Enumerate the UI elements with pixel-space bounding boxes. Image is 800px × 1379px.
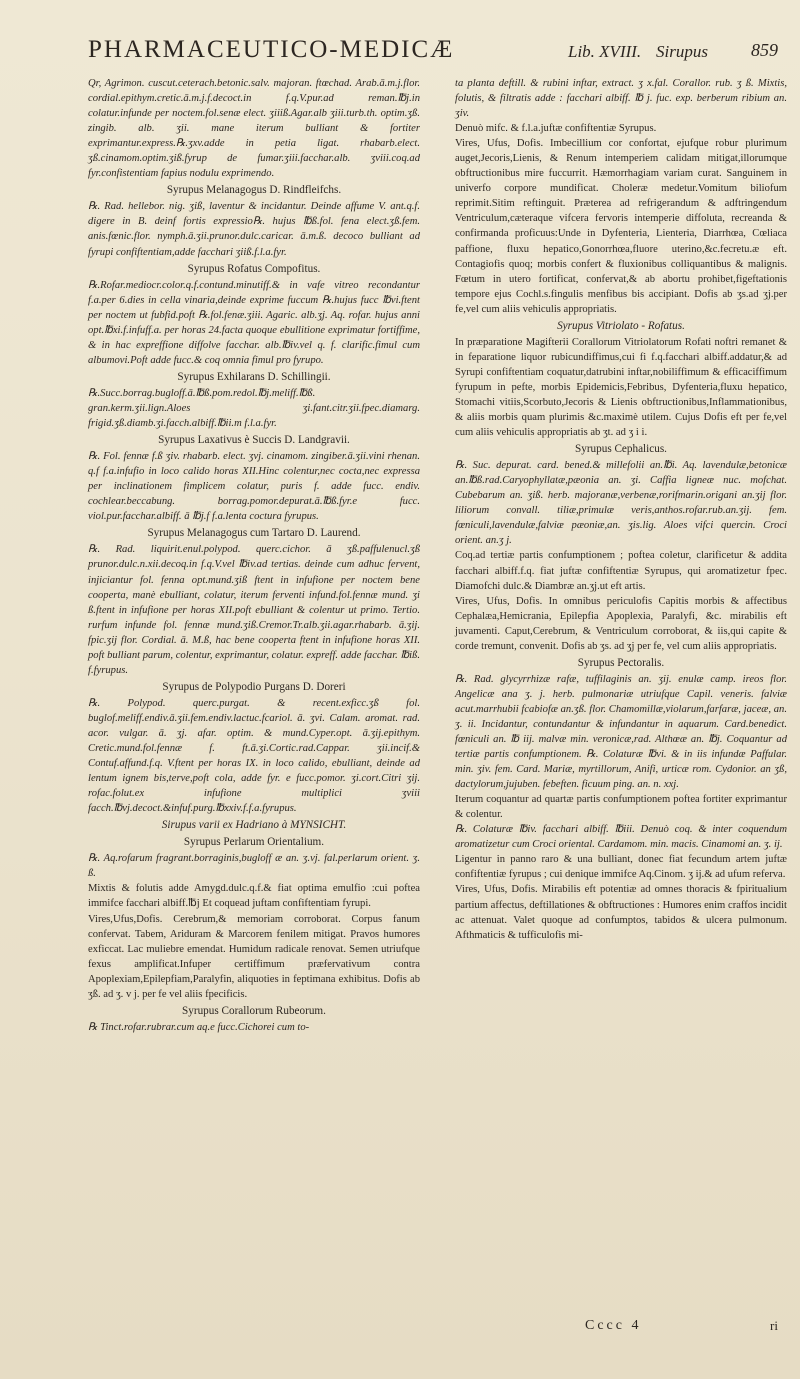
paragraph: Coq.ad tertiæ partis confumptionem ; poftea coletur, clarificetur & addita facchari albiff.f.q. fiat juftæ confiftentiæ Syrupus, qui aromatizetur fpec. Diamofchi dulc.& Diambræ an.ʒj.ut eft artis. (455, 550, 787, 592)
paragraph: ℞.Succ.borrag.bugloff.ā.℔ß.pom.redol.℔j.meliff.℔ß. gran.kerm.ʒii.lign.Aloes ʒi.fant.citr.ʒii.fpec.diamarg. frigid.ʒß.diamb.ʒi.facch.albiff.℔ii.m f.l.a.fyr. (88, 387, 420, 430)
section-heading: Syrupus Melanagogus D. Rindfleifchs. (166, 184, 342, 197)
section-heading: Syrupus Rofatus Compofitus. (187, 262, 321, 275)
paragraph: ℞. Polypod. querc.purgat. & recent.exficc.ʒß fol. buglof.meliff.endiv.ā.ʒii.fem.endiv.lactuc.fcariol. ā. ʒvi. Calam. aromat. rad. acor. vulgar. ā. ʒj. afar. optim. & mund.Cyper.opt. ā.ʒij.epithym. Cretic.mund.fol.fennæ f. ft.ā.ʒi.Cortic.rad.Cappar. ʒii.incif.& Contuf.affund.f.q. V.ftent per horas IX. in loco calido, ebulliant, deinde ad lentum ignem bis,terve,poft cola, adde fyr. e fucc.pomor. ʒi.cort.Citri ʒij. rofac.folut.ex infufione multiplici ʒviii facch.℔vj.decoct.&infuf.purg.℔xxiv.f.f.a.fyrupus. (88, 697, 420, 815)
paragraph: Mixtis & folutis adde Amygd.dulc.q.f.& fiat optima emulfio :cui poftea immifce facchari albiff.℔j Et coquead juftam confiftentiam fyrupi. (88, 883, 420, 910)
paragraph: Vires, Ufus, Dofis. Mirabilis eft potentiæ ad omnes thoracis & fpiritualium partium affectus, deftillationes & obftructiones : Humores enim craffos incidit ac attenuat. Valet quoque ad confumptos, tabidos & ulcera pulmonum. Afthmaticis & tufficulofis mi- (455, 884, 787, 941)
paragraph: In præparatione Magifterii Corallorum Vitriolatorum Rofati noftri remanet & in feparatione liquor rubicundiffimus,cui fi f.q.facchari albiff.addatur,& ad Syrupi confiftentiam coquatur,datrubini inftar,nobiliffimum & efficaciffimum fyrupum in pefte, morbis Epidemicis,Febribus, Dyfenteria,fluxu hepatico, Stomachi vitiis,Scorbuto,Jecoris & Lienis obftructionibus,Inflammationibus, & aliis morbis quam plurimis &c.maximè utilem. Cujus Dofis eft per fe,vel cum aliis vehiculis appropriatis ab ʒt. ad ʒ i i. (455, 336, 787, 439)
paragraph: Vires, Ufus, Dofis. In omnibus periculofis Capitis morbis & affectibus Cephalæa,Hemicrania, Epilepfia Apoplexia, Paralyfi, &c. mirabilis eft juvamenti. Caput,Cerebrum, & Ventriculum corroborat, & iis,qui capite & corde tremunt, convenit. Dofis ab ʒs. ad ʒj per fe, vel cum aliis appropriatis. (455, 595, 787, 652)
paragraph: ℞. Colaturæ ℔iv. facchari albiff. ℔iii. Denuò coq. & inter coquendum aromatizetur cum Croci oriental. Cardamom. min. macis. Cinamomi an. ʒ. ij. (455, 824, 787, 851)
paragraph: ta planta deftill. & rubini inftar, extract. ʒ x.fal. Corallor. rub. ʒ ß. Mixtis, folutis, & filtratis adde : facchari albiff. ℔ j. fuc. exp. berberum ribium an. ʒiv. (455, 78, 787, 120)
section-topic: Sirupus (656, 42, 708, 61)
paragraph: ℞ Tinct.rofar.rubrar.cum aq.e fucc.Cichorei cum to- (88, 1021, 310, 1033)
paragraph: ℞.Rofar.mediocr.color.q.f.contund.minutiff.& in vafe vitreo recondantur f.a.per 6.dies in cella vinaria,deinde exprime fuccum ℞.hujus fucc ℔vi.ftent per noctem ut fubfid.poft ℞.fol.fenæ.ʒiii. Agaric. alb.ʒj. Aq. rofar. hujus anni opt.℔xi.f.infuff.a. per horas 24.facta quoque ebullitione exprimatur fortiffime, & in hac expreffione diffolve facchar. alb.℔iv.vel q. f. clarific.fimul cum albumovi.Poft adde fucc.& coq omnia fimul pro fyrupo. (88, 279, 420, 366)
paragraph: Vires,Ufus,Dofis. Cerebrum,& memoriam corroborat. Corpus fanum confervat. Tabem, Ariduram & Marcorem fenilem mitigat. Pravos humores exficcat. Lac muliebre emendat. Humidum radicale renovat. Semen utriufque fexus amplificat.Infuper certiffimum præfervativum contra Apoplexiam,Epilepfiam,Paralyfin, aliquoties in feptimana exhibitus. Dofis ab ʒß. ad ʒ. v j. per fe vel aliis fpecificis. (88, 913, 420, 1000)
section-heading: Syrupus Corallorum Rubeorum. (182, 1004, 326, 1017)
section-heading: Syrupus Laxativus è Succis D. Landgravii. (158, 434, 350, 447)
paragraph: ℞. Rad. hellebor. nig. ʒiß, laventur & incidantur. Deinde affume V. ant.q.f. digere in B. deinf fortis expressio℞. hujus ℔ß.fol. fena elect.ʒß.fem. anis.fœnic.flor. nymph.ā.ʒii.prunor.dulc.caricar. ā.m.ß. decoco bulliant ad fyrupi confiftentiam,adde facchari ʒiiß.f.l.a.fyr. (88, 201, 420, 258)
section-heading: Syrupus de Polypodio Purgans D. Doreri (162, 680, 346, 693)
paragraph: ℞. Suc. depurat. card. bened.& millefolii an.℔i. Aq. lavendulæ,betonicæ an.℔ß.rad.Caryophyllatæ,pæonia an. ʒi. Caffia ligneæ nuc. mofchat. Cubebarum an. ʒiß. herb. majoranæ,verbenæ,rorifmarin.origani an.ʒij flor. liliorum convall. tiliæ,primulæ veris,anthos.rofar.rub.an.ʒij. fem. fœniculi,lavendulæ,falviæ pæoniæ,an. ʒis.lig. Aloes vifci quercin. Croci orient. an.ʒ j. (455, 460, 787, 547)
paragraph: Iterum coquantur ad quartæ partis confumptionem poftea fortiter exprimantur & colentur. (455, 794, 787, 821)
page-number: 859 (751, 40, 778, 60)
paragraph: ℞. Rad. liquirit.enul.polypod. querc.cichor. ā ʒß.paffulenucl.ʒß prunor.dulc.n.xii.decoq.in f.q.V.vel ℔iv.ad tertias. deinde cum adhuc fervent, injiciantur fol. fenna opt.mund.ʒiß ftent in infufione per noctem bene cooperta, manè ebulliant, colatur, iterum ferventi infund.fol.fennæ mund. ʒi ß.ftent in infufione per horas XII.poft ebulliant & colentur ut primo. Tertio. rurfum infunde fol. fennæ mund.ʒiß.Cremor.Tr.alb.ʒii.agar.rhabarb. ā.ʒij. fpic.ʒij flor. Cordial. ā. M.ß, hac bene cooperta ftent in infufione horas XII. poft bulliant parum, colentur, exprimantur, colatur. expreff. adde facchar. ℔iß. f.fyrupus. (88, 544, 420, 676)
book-number: Lib. XVIII. (568, 42, 642, 61)
section-heading: Syrupus Exhilarans D. Schillingii. (177, 370, 331, 383)
section-heading: Syrupus Vitriolato - Rofatus. (557, 319, 685, 332)
running-header (88, 22, 778, 72)
left-column (88, 76, 420, 1035)
right-column (455, 76, 787, 943)
paragraph: ℞. Aq.rofarum fragrant.borraginis,bugloff æ an. ʒ.vj. fal.perlarum orient. ʒ. ß. (88, 853, 420, 880)
paragraph: ℞. Rad. glycyrrhizæ rafæ, tuffilaginis an. ʒij. enulæ camp. ireos flor. Angelicæ ana ʒ. j. herb. pulmonariæ utriufque Capil. veneris. falviæ acut.marrhubii fcabiofæ an.ʒß. flor. Chamomillæ,violarum,farfaræ, jaceæ, an. ʒ. ii. Incidantur, contundantur & infundantur in aquarum. Card.benedict. fœniculi an. ℔ iij. malvæ min. veronicæ,rad. Althœæ an. ℔j. Coquantur ad tertiæ partis confumptionem. ℞. Colaturæ ℔vi. & in iis infundæ Paffular. min. ʒiv. fem. Card. Mariæ, myrtillorum, Anifi, urticæ rom. Cydonior. an ʒß, dactylorum,jujuben. febeften. ficuum ping. an. n. xxj. (455, 673, 787, 791)
section-heading: Syrupus Melanagogus cum Tartaro D. Laurend. (147, 527, 361, 540)
paragraph: Qr, Agrimon. cuscut.ceterach.betonic.salv. majoran. ftœchad. Arab.ā.m.j.flor. cordial.epithym.cretic.ā.m.j.f.decoct.in f.q.V.pur.ad reman.℔j.in colatur.infunde per noctem.fol.senæ elect. ʒiiiß.Agar.alb ʒiii.turb.th. optim.ʒß. zingib. alb. ʒii. mane iterum bulliant & fortiter exprimantur.express.℞.ʒxv.adde in petia ligat. rhabarb.elect. ʒß.cinamom.optim.ʒiß.fyrup de fumar.ʒiii.facchar.alb. ʒviii.coq.ad fyr.confistentiam fapius nodulu exprimendo. (88, 78, 420, 180)
section-heading: Syrupus Cephalicus. (575, 443, 667, 456)
section-heading: Sirupus varii ex Hadriano à MYNSICHT. (161, 819, 347, 832)
paragraph: Denuò mifc. & f.l.a.juftæ confiftentiæ Syrupus. (455, 123, 657, 135)
catchword: ri (770, 1318, 778, 1333)
paragraph: ℞. Fol. fennæ f.ß ʒiv. rhabarb. elect. ʒvj. cinamom. zingiber.ā.ʒii.vini rhenan. q.f f.a.infufio in loco calido horas XII.Hinc colentur,nec cocta,nec expressa per inclinationem fimplicem colatur, puris f. adde fucc. endiv. cochlear.beccabung. borrag.pomor.depurat.ā.℔ß.fyr.e fucc. viol.pur.facchar.albiff. ā ℔j.f f.a.lenta coctura fyrupus. (88, 451, 420, 523)
paragraph: Vires, Ufus, Dofis. Imbecillium cor confortat, ejufque robur plurimum auget,Jecoris,Lienis, & Renum intemperiem calidam mitigat,illorumque obftructionibus mire fuccurrit. Hæmorrhagiam variam curat. Sanguinem in univerfo corpore mundificat. Choleræ medetur.Vomitum biliofum reprimit.Sitim reftinguit. Præterea ad refrigerandum & adftringendum Ventriculum,cæteraque vifcera fervoris intemperie diffoluta, recreanda & confirmanda proficuus:Unde in Dyfenteria, Lienteria, Diarrhœa, Cœliaca paffione, fluxu hepatico,Gonorrhœa,fluore uterino,&c.fecretu.æ eft. Contagiofis quoq; morbis confert & fluxionibus colliquantibus & malignis. Fœtum in utero fortificat, confervat,& ab abortu prohibet,figeftationis tempore ejus Cochl.s.fingulis menfibus bis accipiant. Dofis ab ʒs.ad ʒj.per fe,vel cum aliis vehiculis appropriatis. (455, 138, 787, 315)
section-heading: Syrupus Pectoralis. (577, 656, 665, 669)
paragraph: Ligentur in panno raro & una bulliant, donec fiat fecundum artem juftæ confiftentiæ fyrupus ; cui denique immifce Aq.Cinom. ʒ ij.& ad ufum referva. (455, 854, 787, 881)
signature-mark: Cccc 4 (585, 1318, 642, 1333)
section-heading: Syrupus Perlarum Orientalium. (183, 836, 325, 849)
running-title: PHARMACEUTICO-MEDICÆ (88, 36, 455, 63)
